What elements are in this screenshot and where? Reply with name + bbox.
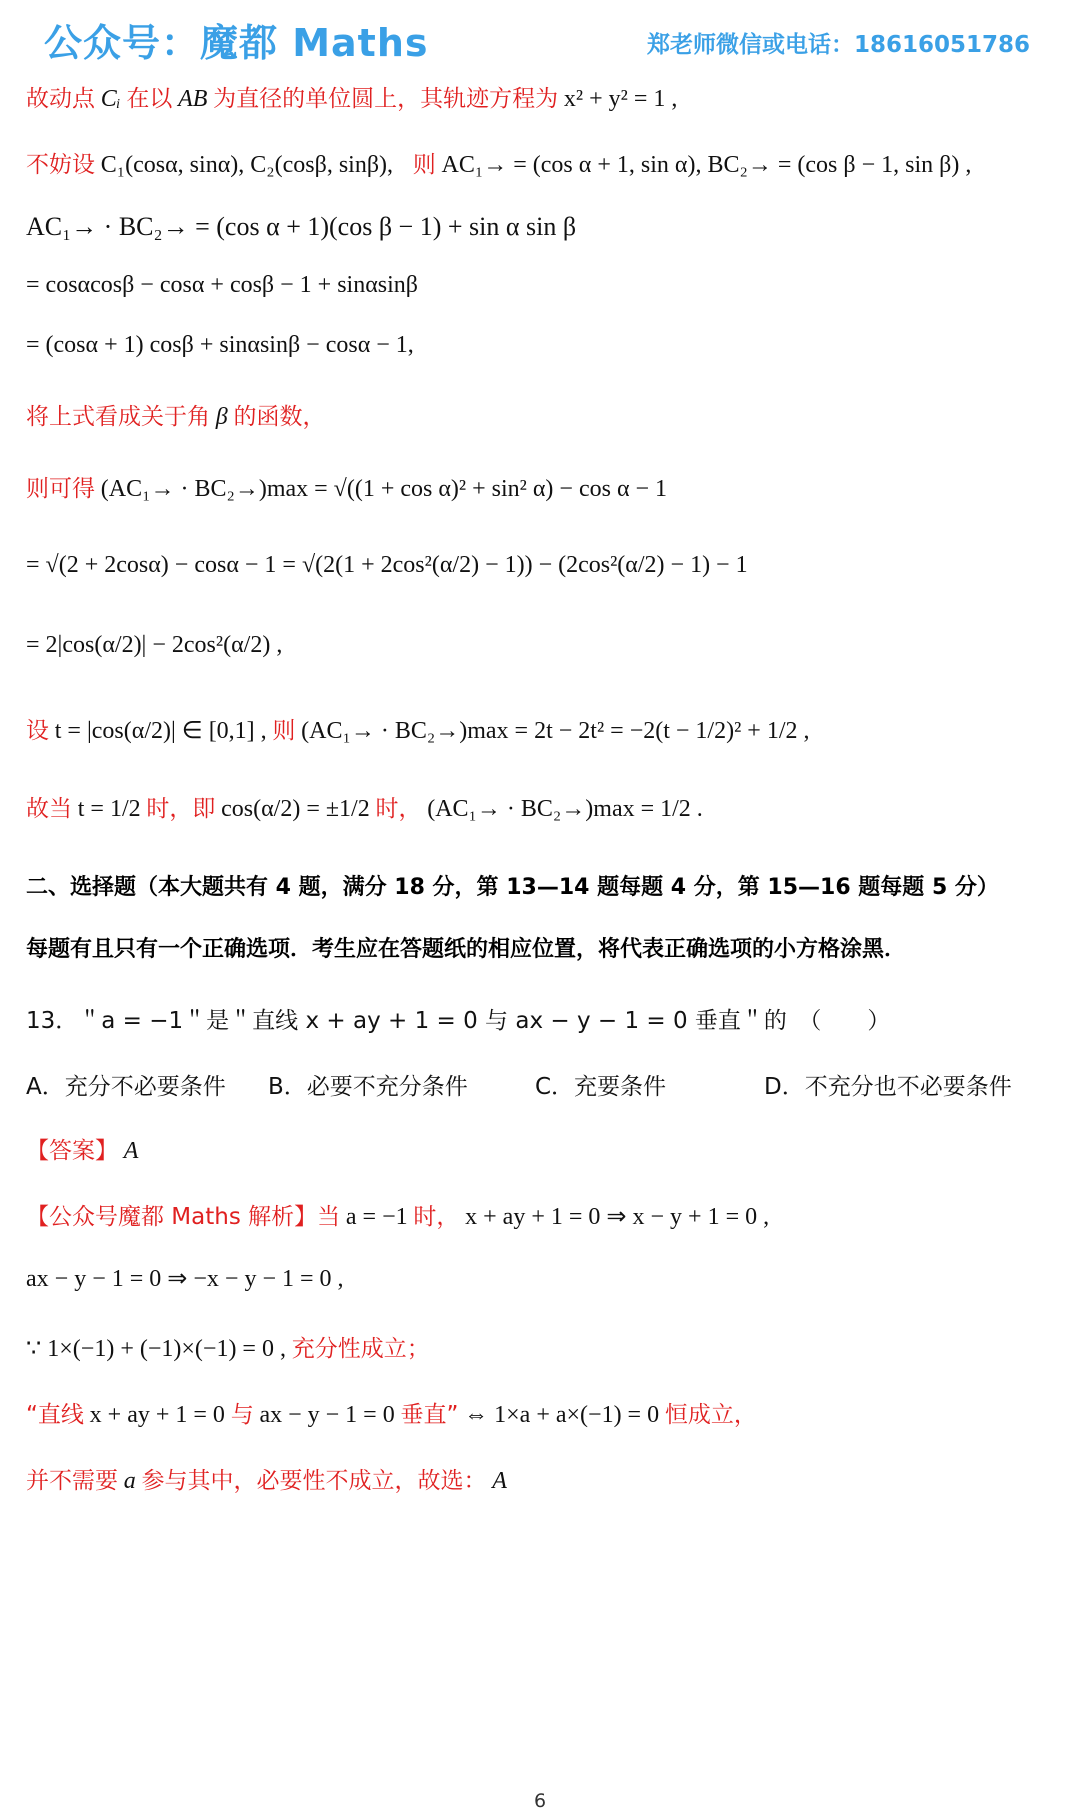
analysis-line-4: “直线 x + ay + 1 = 0 与 ax − y − 1 = 0 垂直” ⇔ 1×a + a×(−1) = 0 恒成立， bbox=[26, 1402, 757, 1428]
contact-info: 郑老师微信或电话：18616051786 bbox=[646, 32, 1030, 58]
solution-line-5: = (cosα + 1) cosβ + sinαsinβ − cosα − 1, bbox=[26, 332, 414, 358]
page-number: 6 bbox=[533, 1790, 547, 1812]
option-a: A．充分不必要条件 bbox=[26, 1074, 226, 1100]
solution-line-3: AC₁→ · BC₂→ = (cos α + 1)(cos β − 1) + sin α sin β bbox=[26, 212, 577, 241]
analysis-line-2: ax − y − 1 = 0 ⇒ −x − y − 1 = 0 , bbox=[26, 1266, 344, 1292]
option-b: B．必要不充分条件 bbox=[268, 1074, 468, 1100]
section-title: 二、选择题（本大题共有 4 题，满分 18 分，第 13—14 题每题 4 分，第 15—16 题每题 5 分） bbox=[26, 875, 999, 900]
brand-title: 公众号：魔都 Maths bbox=[44, 21, 429, 65]
analysis-line-1: 【公众号魔都 Maths 解析】当 a = −1 时， x + ay + 1 = 0 ⇒ x − y + 1 = 0 , bbox=[26, 1204, 770, 1230]
solution-line-2: 不妨设 C₁(cosα, sinα), C₂(cosβ, sinβ), 则 AC₁→ = (cos α + 1, sin α), BC₂→ = (cos β − 1, sin β) , bbox=[26, 152, 972, 178]
section-instructions: 每题有且只有一个正确选项．考生应在答题纸的相应位置，将代表正确选项的小方格涂黑． bbox=[26, 937, 907, 962]
solution-line-10: 设 t = |cos(α/2)| ∈ [0,1] , 则 (AC₁→ · BC₂→)max = 2t − 2t² = −2(t − 1/2)² + 1/2 , bbox=[26, 718, 810, 744]
solution-line-8: = √(2 + 2cosα) − cosα − 1 = √(2(1 + 2cos²(α/2) − 1)) − (2cos²(α/2) − 1) − 1 bbox=[26, 552, 748, 578]
solution-line-1: 故动点 Cᵢ 在以 AB 为直径的单位圆上，其轨迹方程为 x² + y² = 1 , bbox=[26, 86, 678, 112]
analysis-line-5: 并不需要 a 参与其中，必要性不成立，故选： A bbox=[26, 1468, 507, 1494]
analysis-line-3: ∵ 1×(−1) + (−1)×(−1) = 0 , 充分性成立； bbox=[26, 1336, 430, 1362]
answer-line: 【答案】 A bbox=[26, 1138, 139, 1164]
solution-line-11: 故当 t = 1/2 时，即 cos(α/2) = ±1/2 时， (AC₁→ · BC₂→)max = 1/2 . bbox=[26, 796, 703, 822]
option-c: C．充要条件 bbox=[535, 1074, 667, 1100]
option-d: D．不充分也不必要条件 bbox=[764, 1074, 1012, 1100]
solution-line-6: 将上式看成关于角 β 的函数， bbox=[26, 404, 326, 430]
solution-line-7: 则可得 (AC₁→ · BC₂→)max = √((1 + cos α)² + sin² α) − cos α − 1 bbox=[26, 476, 668, 502]
question-13: 13．＂a = −1＂是＂直线 x + ay + 1 = 0 与 ax − y − 1 = 0 垂直＂的 （ ） bbox=[26, 1008, 891, 1034]
solution-line-9: = 2|cos(α/2)| − 2cos²(α/2) , bbox=[26, 632, 283, 658]
solution-line-4: = cosαcosβ − cosα + cosβ − 1 + sinαsinβ bbox=[26, 272, 419, 298]
